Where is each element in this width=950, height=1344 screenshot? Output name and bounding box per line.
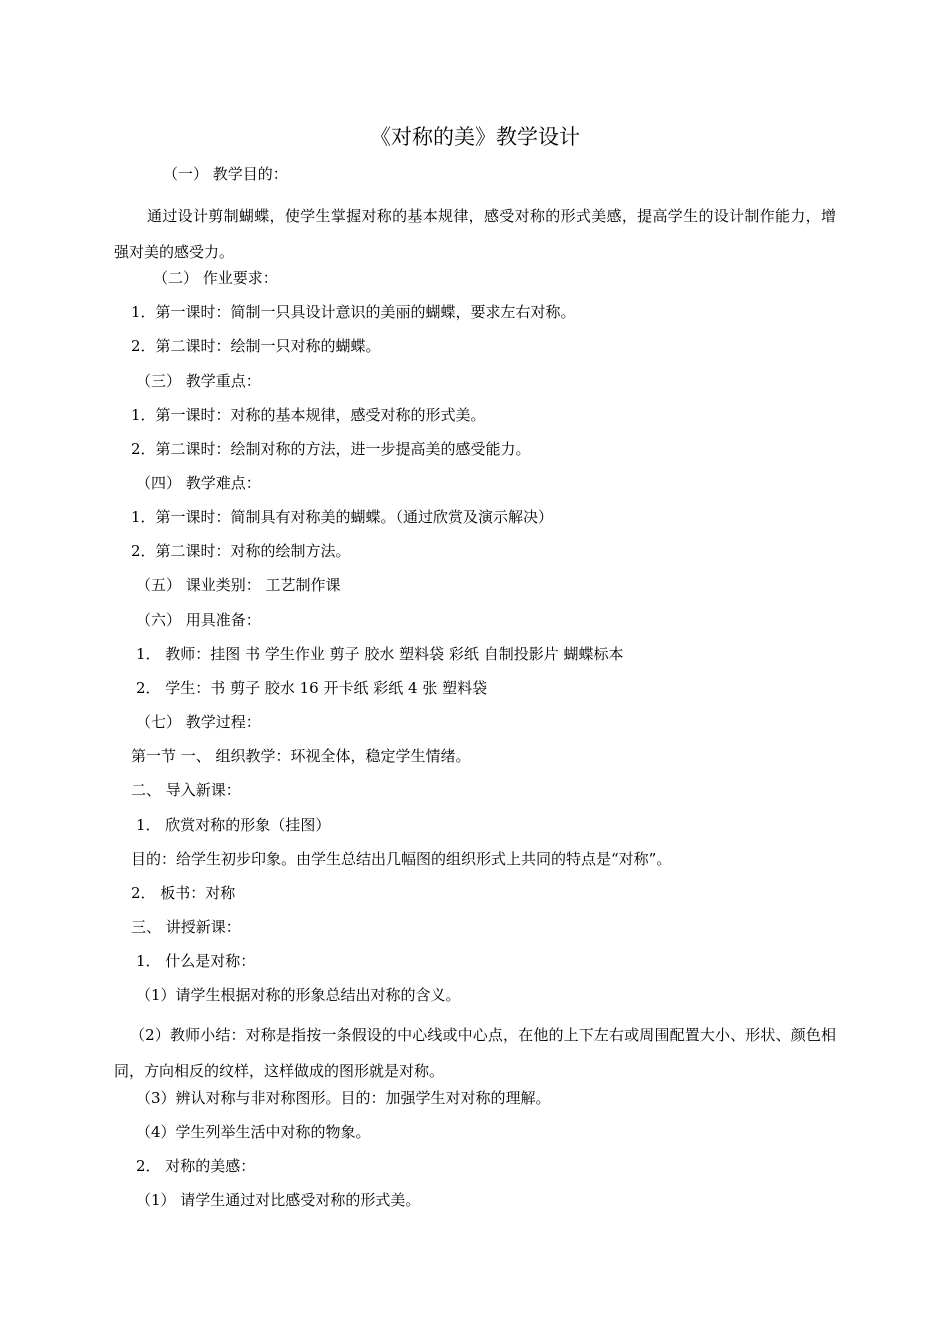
sub-item: （4）学生列举生活中对称的物象。: [136, 1123, 371, 1141]
list-item: 1． 什么是对称：: [136, 952, 256, 970]
document-title: 《对称的美》教学设计: [370, 125, 580, 149]
section-heading-requirements: （二） 作业要求：: [153, 269, 278, 287]
list-item: 1． 欣赏对称的形象（挂图）: [136, 816, 331, 834]
paragraph-objective: 通过设计剪制蝴蝶，使学生掌握对称的基本规律，感受对称的形式美感，提高学生的设计制作能力，增强对美的感受力。: [114, 207, 836, 261]
list-item: 2．第二课时：绘制一只对称的蝴蝶。: [131, 337, 381, 355]
process-step: 三、 讲授新课：: [131, 918, 241, 936]
process-text: 目的：给学生初步印象。由学生总结出几幅图的组织形式上共同的特点是“对称”。: [131, 850, 672, 868]
sub-item: （1）请学生根据对称的形象总结出对称的含义。: [136, 986, 461, 1004]
section-heading-materials: （六） 用具准备：: [136, 611, 261, 629]
list-item: 1． 教师：挂图 书 学生作业 剪子 胶水 塑料袋 彩纸 自制投影片 蝴蝶标本: [136, 645, 624, 663]
list-item: 2． 板书：对称: [131, 884, 236, 902]
list-item: 2．第二课时：对称的绘制方法。: [131, 542, 351, 560]
sub-item: （3）辨认对称与非对称图形。目的：加强学生对对称的理解。: [136, 1089, 551, 1107]
list-item: 1．第一课时：对称的基本规律，感受对称的形式美。: [131, 406, 486, 424]
sub-item: （1） 请学生通过对比感受对称的形式美。: [136, 1191, 421, 1209]
section-heading-key-points: （三） 教学重点：: [136, 372, 261, 390]
process-step: 二、 导入新课：: [131, 781, 241, 799]
process-step: 第一节 一、 组织教学：环视全体，稳定学生情绪。: [131, 747, 471, 765]
list-item: 1．第一课时：简制具有对称美的蝴蝶。（通过欣赏及演示解决）: [131, 508, 554, 526]
section-heading-objective: （一） 教学目的：: [163, 165, 288, 183]
list-item: 2．第二课时：绘制对称的方法，进一步提高美的感受能力。: [131, 440, 531, 458]
list-item: 2． 学生：书 剪子 胶水 16 开卡纸 彩纸 4 张 塑料袋: [136, 679, 488, 697]
section-heading-difficulties: （四） 教学难点：: [136, 474, 261, 492]
section-heading-process: （七） 教学过程：: [136, 713, 261, 731]
list-item: 2． 对称的美感：: [136, 1157, 256, 1175]
section-heading-lesson-type: （五） 课业类别： 工艺制作课: [136, 576, 341, 594]
paragraph-definition: （2）教师小结：对称是指按一条假设的中心线或中心点，在他的上下左右或周围配置大小、形状、颜色相同，方向相反的纹样，这样做成的图形就是对称。: [114, 1026, 836, 1080]
list-item: 1．第一课时：简制一只具设计意识的美丽的蝴蝶，要求左右对称。: [131, 303, 576, 321]
